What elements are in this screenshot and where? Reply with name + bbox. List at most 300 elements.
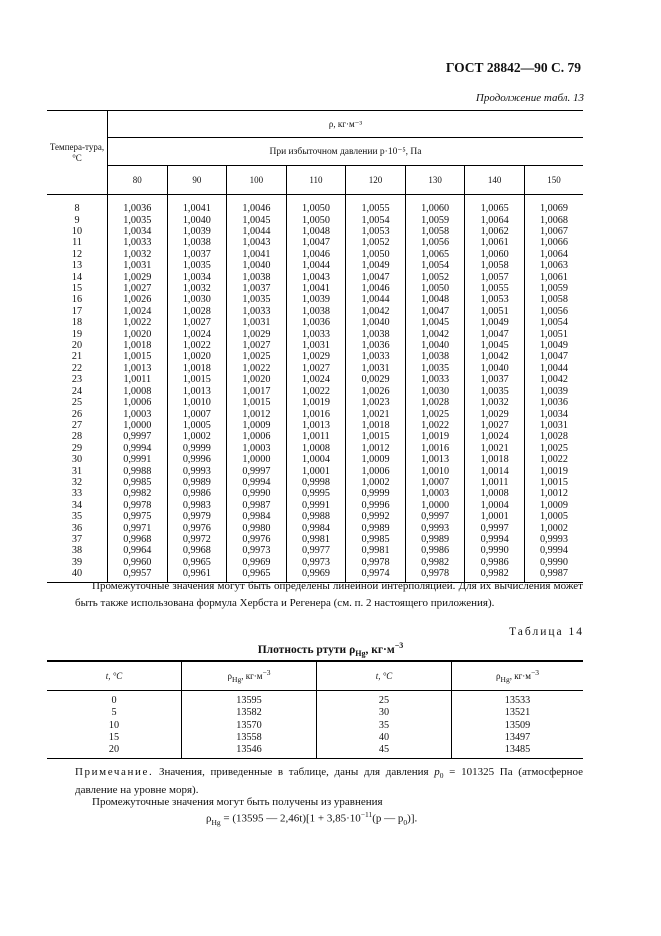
table-13-body [47, 195, 583, 583]
table-row [47, 260, 583, 271]
density-cell: 0,9985 [346, 534, 406, 545]
table-row [47, 691, 583, 708]
density-cell: 1,0052 [346, 237, 406, 248]
table-row [47, 283, 583, 294]
density-cell: 1,0000 [108, 420, 168, 431]
density-cell: 1,0050 [286, 195, 346, 215]
density-cell: 1,0047 [465, 328, 525, 339]
temperature-cell: 20 [71, 340, 83, 352]
temperature-cell: 10 [71, 226, 83, 238]
density-cell: 0,9977 [286, 545, 346, 556]
density-cell: 1,0031 [286, 340, 346, 351]
table-row [47, 732, 583, 744]
density-cell: 1,0015 [346, 431, 406, 442]
temperature-cell: 13 [71, 260, 83, 272]
density-cell: 1,0019 [286, 397, 346, 408]
density-cell: 1,0024 [108, 306, 168, 317]
table-continuation-label: Продолжение табл. 13 [475, 92, 584, 104]
table-row [47, 386, 583, 397]
table-row [47, 226, 583, 237]
density-cell: 0,9986 [405, 545, 465, 556]
density-cell: 1,0035 [465, 386, 525, 397]
density-cell: 0,9990 [465, 545, 525, 556]
temperature-cell: 22 [71, 362, 83, 374]
density-cell: 1,0018 [167, 363, 227, 374]
density-cell: 1,0037 [227, 283, 287, 294]
density-cell: 1,0064 [465, 214, 525, 225]
density-cell: 1,0068 [524, 214, 583, 225]
table-row [47, 744, 583, 759]
density-cell: 1,0034 [108, 226, 168, 237]
density-cell: 1,0034 [167, 271, 227, 282]
density-cell: 1,0039 [524, 386, 583, 397]
density-cell: 0,9994 [465, 534, 525, 545]
density-cell: 0,9988 [108, 465, 168, 476]
density-cell: 1,0015 [227, 397, 287, 408]
table-row [47, 397, 583, 408]
table-14-title-unit: , кг·м [365, 643, 395, 656]
density-cell: 1,0055 [346, 195, 406, 215]
density-cell: 1,0015 [167, 374, 227, 385]
table-row [47, 454, 583, 465]
density-cell: 0,9984 [227, 511, 287, 522]
t14-col-rho2 [452, 661, 584, 691]
t14-col-t1 [47, 661, 182, 691]
table-row [47, 249, 583, 260]
density-cell: 1,0013 [286, 420, 346, 431]
density-cell: 1,0049 [346, 260, 406, 271]
density-cell: 0,9965 [167, 557, 227, 568]
pressure-col-150: 150 [524, 166, 583, 195]
temperature-cell: 25 [317, 691, 452, 708]
formula-tail: (p — p [372, 812, 404, 825]
density-cell: 0,9976 [167, 522, 227, 533]
density-cell: 1,0048 [286, 226, 346, 237]
density-cell: 1,0038 [286, 306, 346, 317]
density-cell: 0,9989 [405, 534, 465, 545]
density-cell: 1,0053 [346, 226, 406, 237]
density-cell: 1,0021 [465, 443, 525, 454]
density-cell: 0,9984 [286, 522, 346, 533]
density-cell: 1,0019 [405, 431, 465, 442]
t14-col-rho1-sym: ρ [227, 671, 233, 682]
density-cell: 1,0058 [465, 260, 525, 271]
density-cell: 1,0031 [108, 260, 168, 271]
density-cell: 1,0030 [167, 294, 227, 305]
density-cell: 1,0065 [405, 249, 465, 260]
density-cell: 0,9957 [108, 568, 168, 583]
density-cell: 1,0044 [524, 363, 583, 374]
density-cell: 13558 [182, 732, 317, 744]
density-cell: 1,0028 [405, 397, 465, 408]
density-cell: 1,0008 [286, 443, 346, 454]
density-cell: 1,0018 [108, 340, 168, 351]
density-cell: 1,0025 [405, 408, 465, 419]
density-cell: 1,0018 [346, 420, 406, 431]
density-cell: 1,0039 [167, 226, 227, 237]
temperature-cell: 15 [71, 283, 83, 295]
density-cell: 0,9979 [167, 511, 227, 522]
density-cell: 13546 [182, 744, 317, 759]
density-cell: 1,0020 [108, 328, 168, 339]
density-cell: 1,0004 [286, 454, 346, 465]
density-cell: 1,0039 [286, 294, 346, 305]
table-row [47, 557, 583, 568]
temperature-cell: 10 [108, 719, 120, 731]
table-row [47, 522, 583, 533]
density-cell: 13570 [182, 720, 317, 732]
density-cell: 0,9997 [465, 522, 525, 533]
density-cell: 1,0049 [465, 317, 525, 328]
temperature-cell: 32 [71, 476, 83, 488]
density-cell: 0,9975 [108, 511, 168, 522]
density-cell: 1,0011 [286, 431, 346, 442]
density-cell: 1,0045 [227, 214, 287, 225]
density-cell: 0,9997 [108, 431, 168, 442]
density-cell: 1,0027 [286, 363, 346, 374]
density-cell: 13509 [452, 720, 584, 732]
formula-mid: = (13595 — 2,46t)[1 + 3,85·10 [220, 812, 361, 825]
temperature-header-text: Темпера-тура, °С [49, 141, 105, 163]
density-cell: 1,0007 [167, 408, 227, 419]
density-cell: 1,0047 [405, 306, 465, 317]
density-cell: 0,9991 [286, 500, 346, 511]
table-row [47, 306, 583, 317]
density-cell: 1,0002 [167, 431, 227, 442]
table-14-title [0, 641, 661, 658]
density-cell: 0,9994 [524, 545, 583, 556]
table-row [47, 534, 583, 545]
density-cell: 1,0000 [405, 500, 465, 511]
temperature-cell: 14 [71, 271, 83, 283]
pressure-col-130: 130 [405, 166, 465, 195]
density-cell: 1,0006 [227, 431, 287, 442]
t14-col-t2 [317, 661, 452, 691]
density-cell: 1,0031 [524, 420, 583, 431]
note-p0: p [434, 766, 440, 778]
density-cell: 1,0042 [465, 351, 525, 362]
t14-col-rho1-unit: , кг·м [241, 671, 263, 682]
table-14 [47, 660, 583, 759]
temperature-cell: 35 [71, 511, 83, 523]
density-cell: 1,0050 [405, 283, 465, 294]
table-row [47, 374, 583, 385]
density-cell: 1,0038 [167, 237, 227, 248]
temperature-cell: 19 [71, 328, 83, 340]
temperature-cell: 26 [71, 408, 83, 420]
density-cell: 1,0030 [405, 386, 465, 397]
temperature-cell: 36 [71, 522, 83, 534]
temperature-cell: 5 [111, 707, 117, 719]
temperature-cell: 15 [108, 732, 120, 744]
density-cell: 1,0040 [465, 363, 525, 374]
density-cell: 1,0027 [167, 317, 227, 328]
density-cell: 0,9978 [405, 568, 465, 583]
pressure-col-100: 100 [227, 166, 287, 195]
density-cell: 1,0020 [227, 374, 287, 385]
density-cell: 1,0033 [405, 374, 465, 385]
density-cell: 0,9995 [286, 488, 346, 499]
density-cell: 1,0028 [524, 431, 583, 442]
density-cell: 1,0035 [405, 363, 465, 374]
density-cell: 0,9994 [227, 477, 287, 488]
density-cell: 1,0029 [227, 328, 287, 339]
density-cell: 1,0063 [524, 260, 583, 271]
density-cell: 0,9982 [465, 568, 525, 583]
density-cell: 1,0011 [465, 477, 525, 488]
t14-col-rho1-sub: Hg [232, 674, 242, 684]
density-cell: 0,9992 [346, 511, 406, 522]
density-cell: 13533 [452, 691, 584, 708]
density-cell: 1,0002 [346, 477, 406, 488]
density-cell: 0,9997 [405, 511, 465, 522]
density-cell: 1,0055 [465, 283, 525, 294]
density-cell: 13582 [182, 707, 317, 719]
density-cell: 1,0021 [346, 408, 406, 419]
density-formula [206, 810, 417, 827]
t14-col-t2-text: t, °С [375, 671, 393, 681]
interpolation-paragraph [75, 578, 583, 612]
temperature-cell: 31 [71, 465, 83, 477]
density-cell: 1,0001 [465, 511, 525, 522]
density-cell: 1,0010 [167, 397, 227, 408]
table-14-label: Таблица 14 [509, 626, 584, 638]
density-cell: 1,0046 [346, 283, 406, 294]
density-cell: 1,0003 [227, 443, 287, 454]
t14-col-rho1-sup: −3 [262, 668, 271, 678]
density-cell: 1,0004 [465, 500, 525, 511]
density-cell: 1,0047 [286, 237, 346, 248]
density-cell: 1,0022 [286, 386, 346, 397]
density-cell: 1,0027 [108, 283, 168, 294]
density-cell: 1,0043 [286, 271, 346, 282]
density-cell: 1,0040 [167, 214, 227, 225]
density-cell: 0,9993 [167, 465, 227, 476]
density-cell: 1,0024 [286, 374, 346, 385]
density-cell: 1,0044 [227, 226, 287, 237]
density-cell: 1,0010 [405, 465, 465, 476]
note-paragraph [75, 765, 583, 798]
pressure-col-90: 90 [167, 166, 227, 195]
density-cell: 1,0026 [346, 386, 406, 397]
density-cell: 1,0036 [286, 317, 346, 328]
temperature-cell: 25 [71, 397, 83, 409]
density-cell: 1,0061 [524, 271, 583, 282]
density-cell: 1,0049 [524, 340, 583, 351]
density-cell: 1,0042 [524, 374, 583, 385]
density-cell: 1,0018 [465, 454, 525, 465]
density-cell: 0,9968 [167, 545, 227, 556]
temperature-cell: 35 [317, 720, 452, 732]
density-cell: 0,9993 [524, 534, 583, 545]
density-cell: 0,9990 [524, 557, 583, 568]
table-row [47, 214, 583, 225]
density-cell: 0,9982 [108, 488, 168, 499]
density-cell: 0,9981 [346, 545, 406, 556]
density-cell: 1,0031 [346, 363, 406, 374]
density-cell: 1,0032 [167, 283, 227, 294]
density-cell: 1,0059 [524, 283, 583, 294]
density-cell: 0,9983 [167, 500, 227, 511]
density-cell: 1,0033 [286, 328, 346, 339]
density-cell: 1,0033 [227, 306, 287, 317]
density-cell: 1,0044 [286, 260, 346, 271]
density-cell: 1,0015 [108, 351, 168, 362]
density-cell: 0,9986 [465, 557, 525, 568]
density-cell: 1,0032 [108, 249, 168, 260]
density-cell: 1,0027 [465, 420, 525, 431]
interpolation-text: Промежуточные значения могут быть определены линейной интерполяцией. Для их вычисления может быть также использована формула Хербста и Регенера (см. п. 2 настоящего приложения). [75, 580, 583, 609]
density-cell: 1,0013 [167, 386, 227, 397]
density-cell: 0,9994 [108, 443, 168, 454]
temperature-cell: 27 [71, 419, 83, 431]
table-14-body [47, 691, 583, 759]
table-row [47, 488, 583, 499]
temperature-cell: 34 [71, 499, 83, 511]
t14-col-rho2-unit: , кг·м [509, 671, 531, 682]
density-cell: 1,0040 [405, 340, 465, 351]
density-cell: 1,0059 [405, 214, 465, 225]
density-cell: 0,9990 [227, 488, 287, 499]
density-cell: 1,0067 [524, 226, 583, 237]
table-row [47, 237, 583, 248]
density-cell: 1,0022 [524, 454, 583, 465]
density-cell: 1,0048 [405, 294, 465, 305]
pressure-col-120: 120 [346, 166, 406, 195]
density-cell: 1,0016 [405, 443, 465, 454]
temperature-cell: 0 [111, 695, 117, 707]
density-cell: 1,0045 [405, 317, 465, 328]
density-cell: 1,0036 [524, 397, 583, 408]
density-cell: 1,0012 [346, 443, 406, 454]
density-cell: 0,9978 [108, 500, 168, 511]
density-cell: 1,0023 [346, 397, 406, 408]
temperature-cell: 30 [71, 454, 83, 466]
density-cell: 1,0035 [227, 294, 287, 305]
table-row [47, 420, 583, 431]
density-cell: 1,0016 [286, 408, 346, 419]
table-14-title-text: Плотность ртути [257, 643, 347, 656]
density-cell: 0,9991 [108, 454, 168, 465]
density-cell: 0,9978 [346, 557, 406, 568]
table-row [47, 431, 583, 442]
density-cell: 0,9964 [108, 545, 168, 556]
note-text-a: Значения, приведенные в таблице, даны для давления [153, 766, 435, 778]
density-cell: 1,0058 [524, 294, 583, 305]
table-row [47, 351, 583, 362]
density-cell: 1,0054 [524, 317, 583, 328]
density-cell: 1,0028 [167, 306, 227, 317]
density-cell: 1,0056 [405, 237, 465, 248]
temperature-cell: 23 [71, 374, 83, 386]
pressure-col-80: 80 [108, 166, 168, 195]
density-cell: 1,0035 [167, 260, 227, 271]
table-14-title-symbol: ρ [349, 643, 356, 656]
density-cell: 1,0064 [524, 249, 583, 260]
density-cell: 1,0002 [524, 522, 583, 533]
density-cell: 1,0054 [405, 260, 465, 271]
temperature-header [47, 111, 108, 195]
temperature-cell: 12 [71, 248, 83, 260]
density-cell: 1,0022 [108, 317, 168, 328]
temperature-cell: 37 [71, 533, 83, 545]
density-cell: 1,0054 [346, 214, 406, 225]
temperature-cell: 40 [317, 732, 452, 744]
density-cell: 1,0022 [405, 420, 465, 431]
temperature-cell: 30 [317, 707, 452, 719]
density-cell: 0,9987 [227, 500, 287, 511]
density-cell: 1,0043 [227, 237, 287, 248]
density-cell: 1,0061 [465, 237, 525, 248]
table-row [47, 720, 583, 732]
temperature-cell: 20 [47, 744, 182, 759]
density-cell: 1,0044 [346, 294, 406, 305]
density-cell: 1,0047 [346, 271, 406, 282]
density-cell: 1,0034 [524, 408, 583, 419]
density-cell: 1,0062 [465, 226, 525, 237]
density-cell: 1,0022 [167, 340, 227, 351]
density-cell: 1,0009 [227, 420, 287, 431]
density-cell: 1,0003 [108, 408, 168, 419]
density-cell: 1,0035 [108, 214, 168, 225]
table-row [47, 408, 583, 419]
table-row [47, 195, 583, 215]
density-cell: 1,0060 [465, 249, 525, 260]
formula-end: )]. [407, 812, 418, 825]
density-cell: 1,0036 [108, 195, 168, 215]
density-cell: 1,0052 [405, 271, 465, 282]
density-cell: 1,0005 [167, 420, 227, 431]
density-cell: 1,0042 [346, 306, 406, 317]
t14-col-rho2-sub: Hg [500, 674, 510, 684]
note-text-b: = 101325 Па (атмосферное давление на уровне моря). [75, 766, 584, 797]
density-cell: 1,0037 [465, 374, 525, 385]
table-row [47, 328, 583, 339]
temperature-cell: 9 [74, 214, 80, 226]
density-cell: 1,0051 [465, 306, 525, 317]
density-cell: 0,9997 [227, 465, 287, 476]
table-row [47, 340, 583, 351]
density-cell: 1,0060 [405, 195, 465, 215]
density-cell: 1,0046 [286, 249, 346, 260]
density-cell: 1,0022 [227, 363, 287, 374]
density-cell: 1,0003 [405, 488, 465, 499]
density-header: ρ, кг·м⁻³ [108, 111, 584, 138]
density-cell: 1,0058 [405, 226, 465, 237]
pressure-columns [47, 166, 583, 195]
density-cell: 1,0057 [465, 271, 525, 282]
table-row [47, 317, 583, 328]
note-label: Примечание. [75, 766, 154, 778]
density-cell: 1,0007 [405, 477, 465, 488]
density-cell: 0,9988 [286, 511, 346, 522]
table-row [47, 294, 583, 305]
density-cell: 1,0038 [227, 271, 287, 282]
density-cell: 0,0029 [346, 374, 406, 385]
density-cell: 0,9987 [524, 568, 583, 583]
density-cell: 1,0032 [465, 397, 525, 408]
density-cell: 1,0036 [346, 340, 406, 351]
temperature-cell: 39 [71, 556, 83, 568]
t14-col-t1-text: t, °С [105, 671, 123, 681]
density-cell: 1,0012 [227, 408, 287, 419]
density-cell: 1,0031 [227, 317, 287, 328]
density-cell: 0,9982 [405, 557, 465, 568]
density-cell: 1,0013 [108, 363, 168, 374]
density-cell: 1,0000 [227, 454, 287, 465]
pressure-col-140: 140 [465, 166, 525, 195]
density-cell: 0,9973 [227, 545, 287, 556]
